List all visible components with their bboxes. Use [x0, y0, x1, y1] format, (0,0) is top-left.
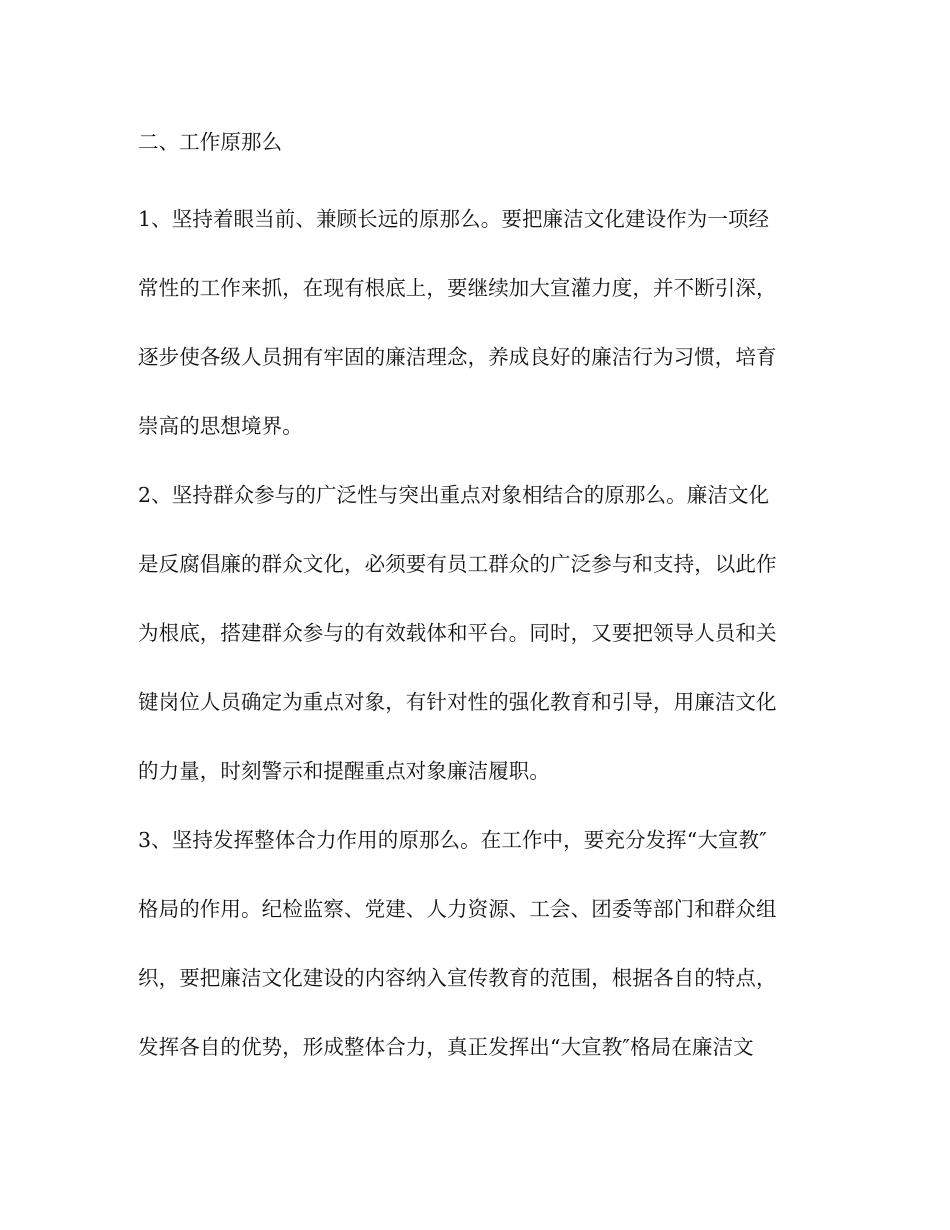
paragraph-line: 常性的工作来抓，在现有根底上，要继续加大宣灌力度，并不断引深，: [138, 276, 777, 300]
paragraph-line: 2、坚持群众参与的广泛性与突出重点对象相结合的原那么。廉洁文化: [138, 483, 770, 507]
paragraph-line: 格局的作用。纪检监察、党建、人力资源、工会、团委等部门和群众组: [138, 897, 777, 921]
paragraph-line: 的力量，时刻警示和提醒重点对象廉洁履职。: [138, 759, 550, 783]
paragraph-line: 1、坚持着眼当前、兼顾长远的原那么。要把廉洁文化建设作为一项经: [138, 207, 770, 231]
paragraph-line: 织，要把廉洁文化建设的内容纳入宣传教育的范围，根据各自的特点，: [138, 966, 777, 990]
paragraph-line: 键岗位人员确定为重点对象，有针对性的强化教育和引导，用廉洁文化: [138, 690, 777, 714]
paragraph-line: 是反腐倡廉的群众文化，必须要有员工群众的广泛参与和支持，以此作: [138, 552, 777, 576]
section-heading: 二、工作原那么: [138, 130, 283, 154]
paragraph-line: 为根底，搭建群众参与的有效载体和平台。同时，又要把领导人员和关: [138, 621, 777, 645]
paragraph-line: 发挥各自的优势，形成整体合力，真正发挥出“大宣教″格局在廉洁文: [138, 1035, 754, 1059]
paragraph-line: 逐步使各级人员拥有牢固的廉洁理念，养成良好的廉洁行为习惯，培育: [138, 345, 777, 369]
paragraph-line: 3、坚持发挥整体合力作用的原那么。在工作中，要充分发挥“大宣教″: [138, 828, 767, 852]
paragraph-line: 崇高的思想境界。: [138, 414, 303, 438]
